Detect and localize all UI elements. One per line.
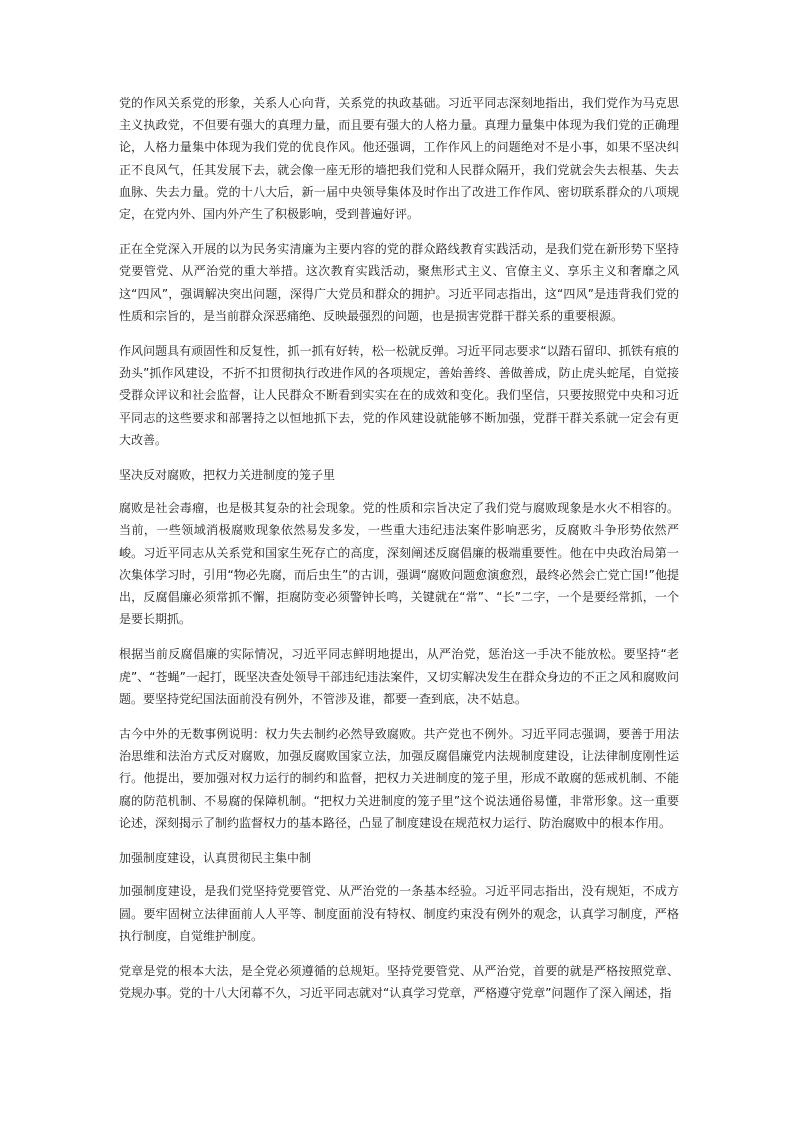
paragraph-power-in-cage: 古今中外的无数事例说明：权力失去制约必然导致腐败。共产党也不例外。习近平同志强调，要善于用法治思维和法治方式反对腐败，加强反腐败国家立法，加强反腐倡廉党内法规制度建设，让法律制度刚性运行。他提出，要加强对权力运行的制约和监督，把权力关进制度的笼子里，形成不敢腐的惩戒机制、不能腐的防范机制、不易腐的保障机制。“把权力关进制度的笼子里”这个说法通俗易懂，非常形象。这一重要论述，深刻揭示了制约监督权力的基本路径，凸显了制度建设在规范权力运行、防治腐败中的根本作用。 xyxy=(119,727,679,830)
paragraph-tigers-and-flies: 根据当前反腐倡廉的实际情况，习近平同志鲜明地提出，从严治党，惩治这一手决不能放松。要坚持“老虎”、“苍蝇”一起打，既坚决查处领导干部违纪违法案件，又切实解决发生在群众身边的不正之风和腐败问题。要坚持党纪国法面前没有例外，不管涉及谁，都要一查到底，决不姑息。 xyxy=(119,647,679,706)
paragraph-party-style: 党的作风关系党的形象，关系人心向背，关系党的执政基础。习近平同志深刻地指出，我们党作为马克思主义执政党，不但要有强大的真理力量，而且要有强大的人格力量。真理力量集中体现为我们党的正确理论，人格力量集中体现为我们党的优良作风。他还强调，工作作风上的问题绝对不是小事，如果不坚决纠正不良风气，任其发展下去，就会像一座无形的墙把我们党和人民群众隔开，我们党就会失去根基、失去血脉、失去力量。党的十八大后，新一届中央领导集体及时作出了改进工作作风、密切联系群众的八项规定，在党内外、国内外产生了积极影响，受到普遍好评。 xyxy=(119,96,679,222)
paragraph-corruption-tumor: 腐败是社会毒瘤，也是极其复杂的社会现象。党的性质和宗旨决定了我们党与腐败现象是水火不相容的。当前，一些领域消极腐败现象依然易发多发，一些重大违纪违法案件影响恶劣，反腐败斗争形势依然严峻。习近平同志从关系党和国家生死存亡的高度，深刻阐述反腐倡廉的极端重要性。他在中央政治局第一次集体学习时，引用“物必先腐，而后虫生”的古训，强调“腐败问题愈演愈烈，最终必然会亡党亡国!”他提出，反腐倡廉必须常抓不懈，拒腐防变必须警钟长鸣，关键就在“常”、“长”二字，一个是要经常抓，一个是要长期抓。 xyxy=(119,501,679,627)
paragraph-mass-line-campaign: 正在全党深入开展的以为民务实清廉为主要内容的党的群众路线教育实践活动，是我们党在新形势下坚持党要管党、从严治党的重大举措。这次教育实践活动，聚焦形式主义、官僚主义、享乐主义和奢靡之风这“四风”，强调解决突出问题，深得广大党员和群众的拥护。习近平同志指出，这“四风”是违背我们党的性质和宗旨的，是当前群众深恶痛绝、反映最强烈的问题，也是损害党群干群关系的重要根源。 xyxy=(119,242,679,323)
document-body xyxy=(119,92,679,1017)
paragraph-institution-building: 加强制度建设，是我们党坚持党要管党、从严治党的一条基本经验。习近平同志指出，没有规矩，不成方圆。要牢固树立法律面前人人平等、制度面前没有特权、制度约束没有例外的观念，认真学习制度，严格执行制度，自觉维护制度。 xyxy=(119,884,679,943)
section-heading-institution-building: 加强制度建设，认真贯彻民主集中制 xyxy=(119,851,312,866)
section-heading-anti-corruption: 坚决反对腐败，把权力关进制度的笼子里 xyxy=(119,468,336,483)
paragraph-style-problems: 作风问题具有顽固性和反复性，抓一抓有好转，松一松就反弹。习近平同志要求“以踏石留印、抓铁有痕的劲头”抓作风建设，不折不扣贯彻执行改进作风的各项规定，善始善终、善做善成，防止虎头蛇尾，自觉接受群众评议和社会监督，让人民群众不断看到实实在在的成效和变化。我们坚信，只要按照党中央和习近平同志的这些要求和部署持之以恒地抓下去，党的作风建设就能够不断加强，党群干群关系就一定会有更大改善。 xyxy=(119,344,679,447)
paragraph-party-constitution: 党章是党的根本大法，是全党必须遵循的总规矩。坚持党要管党、从严治党，首要的就是严格按照党章、党规办事。党的十八大闭幕不久，习近平同志就对“认真学习党章，严格遵守党章”问题作了深入阐述，指 xyxy=(119,963,679,1001)
